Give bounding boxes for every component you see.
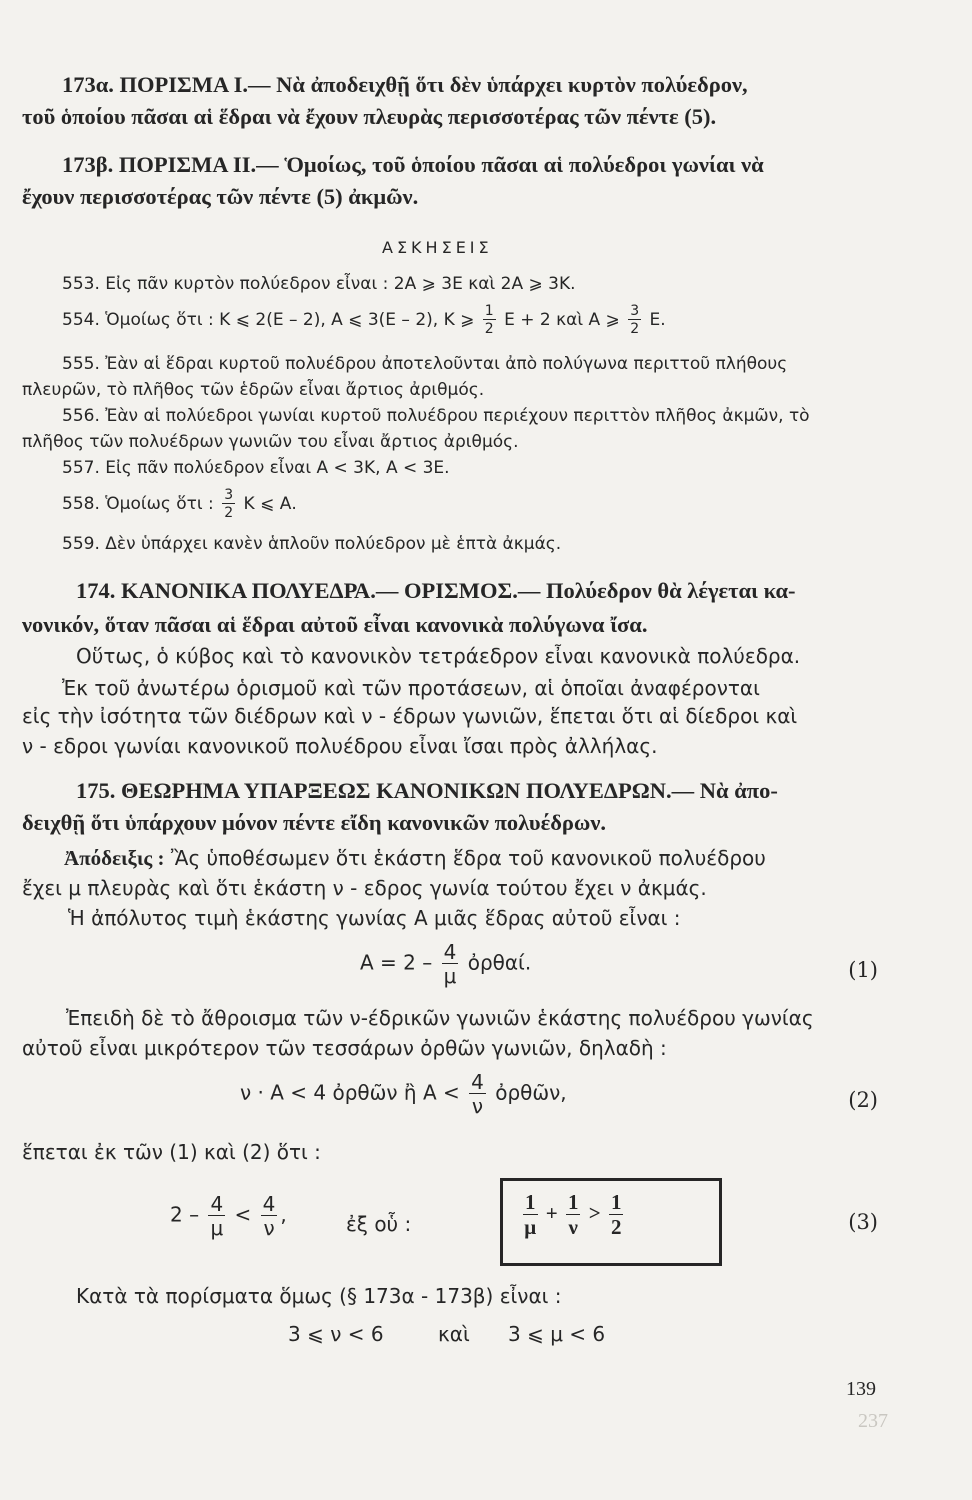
section-174-line6: ν - εδροι γωνίαι κανονικοῦ πολυέδρου εἶναι ἴσαι πρὸς ἀλλήλας. [22, 734, 658, 758]
fraction-1-2: $\frac{1}{2}$ [484, 303, 494, 337]
equation-1-label: (1) [848, 958, 878, 982]
exercise-556-line2: πλῆθος τῶν πολυέδρων γωνιῶν του εἶναι ἄρτιος ἀριθμός. [22, 432, 519, 452]
exercise-556-line1: 556. Ἐὰν αἱ πολύεδροι γωνίαι κυρτοῦ πολυέδρου περιέχουν περιττὸν πλῆθος ἀκμῶν, τὸ [62, 406, 810, 426]
corollary-173b-line1: 173β. ΠΟΡΙΣΜΑ ΙΙ.— Ὁμοίως, τοῦ ὁποίου πᾶσαι αἱ πολύεδροι γωνίαι νὰ [62, 152, 764, 177]
exercise-557: 557. Εἰς πᾶν πολύεδρον εἶναι Α < 3Κ, Α < 3Ε. [62, 458, 450, 478]
equation-3-label: (3) [848, 1210, 878, 1234]
fraction-3-2-b: $\frac{3}{2}$ [224, 487, 234, 521]
section-174-line2: νονικόν, ὅταν πᾶσαι αἱ ἕδραι αὐτοῦ εἶναι κανονικὰ πολύγωνα ἴσα. [22, 612, 648, 637]
fraction-4-mu: $\frac{4}{\mu}$ [443, 940, 457, 988]
section-175-line5: Ἡ ἀπόλυτος τιμὴ ἑκάστης γωνίας Α μιᾶς ἕδρας αὐτοῦ εἶναι : [68, 906, 681, 930]
fraction-3-2: $\frac{3}{2}$ [630, 303, 640, 337]
section-175-line6: Ἐπειδὴ δὲ τὸ ἄθροισμα τῶν ν-έδρικῶν γωνιῶν ἑκάστης πολυέδρου γωνίας [66, 1006, 814, 1030]
boxed-inequality-content: $\frac{1}{\mu}$ + $\frac{1}{\nu}$ > $\frac{1}{2}$ [524, 1190, 622, 1239]
corollary-173a-line2: τοῦ ὁποίου πᾶσαι αἱ ἕδραι νὰ ἔχουν πλευρὰς περισσοτέρας τῶν πέντε (5). [22, 104, 717, 129]
page-number: 139 [846, 1378, 876, 1400]
exercise-555-line1: 555. Ἐὰν αἱ ἕδραι κυρτοῦ πολυέδρου ἀποτελοῦνται ἀπὸ πολύγωνα περιττοῦ πλήθους [62, 354, 788, 374]
equation-2: ν · Α < 4 ὀρθῶν ἢ Α < $\frac{4}{\nu}$ ὀρθῶν, [240, 1070, 567, 1118]
equation-3-from-which: ἐξ οὗ : [346, 1212, 412, 1236]
exercise-554: 554. Ὁμοίως ὅτι : Κ ⩽ 2(Ε – 2), Α ⩽ 3(Ε – 2), Κ ⩾ $\frac{1}{2}$ Ε + 2 καὶ Α ⩾ $\frac{3}{2}$ Ε. [62, 303, 666, 337]
exercise-558: 558. Ὁμοίως ὅτι : $\frac{3}{2}$ Κ ⩽ Α. [62, 487, 297, 521]
exercise-553: 553. Εἰς πᾶν κυρτὸν πολύεδρον εἶναι : 2Α ⩾ 3Ε καὶ 2Α ⩾ 3Κ. [62, 274, 576, 294]
section-175-line3: Ἀπόδειξις : Ἂς ὑποθέσωμεν ὅτι ἑκάστη ἕδρα τοῦ κανονικοῦ πολυέδρου [64, 846, 766, 870]
fraction-1-nu: $\frac{1}{\nu}$ [567, 1190, 579, 1239]
exercises-heading: ΑΣΚΗΣΕΙΣ [382, 238, 493, 257]
exercise-559: 559. Δὲν ὑπάρχει κανὲν ἁπλοῦν πολύεδρον μὲ ἑπτὰ ἀκμάς. [62, 534, 562, 554]
equation-1: Α = 2 – $\frac{4}{\mu}$ ὀρθαί. [360, 940, 532, 988]
corollary-173a-line1: 173α. ΠΟΡΙΣΜΑ Ι.— Νὰ ἀποδειχθῇ ὅτι δὲν ὑπάρχει κυρτὸν πολύεδρον, [62, 72, 748, 97]
and-word: καὶ [438, 1322, 470, 1346]
section-175-line8: ἕπεται ἐκ τῶν (1) καὶ (2) ὅτι : [22, 1140, 321, 1164]
exercise-555-line2: πλευρῶν, τὸ πλῆθος τῶν ἑδρῶν εἶναι ἄρτιος ἀριθμός. [22, 380, 485, 400]
section-175-line9: Κατὰ τὰ πορίσματα ὅμως (§ 173α - 173β) εἶναι : [76, 1284, 562, 1308]
fraction-1-2-b: $\frac{1}{2}$ [610, 1190, 622, 1239]
fraction-4-nu-b: $\frac{4}{\nu}$ [262, 1192, 276, 1240]
fraction-4-mu-b: $\frac{4}{\mu}$ [210, 1192, 224, 1240]
range-nu: 3 ⩽ ν < 6 [288, 1322, 384, 1346]
section-174-line3: Οὕτως, ὁ κύβος καὶ τὸ κανονικὸν τετράεδρον εἶναι κανονικὰ πολύεδρα. [76, 644, 801, 668]
range-mu: 3 ⩽ μ < 6 [508, 1322, 606, 1346]
section-175-line7: αὐτοῦ εἶναι μικρότερον τῶν τεσσάρων ὀρθῶν γωνιῶν, δηλαδὴ : [22, 1036, 667, 1060]
section-175-line4: ἔχει μ πλευρὰς καὶ ὅτι ἑκάστη ν - εδρος γωνία τούτου ἔχει ν ἀκμάς. [22, 876, 707, 900]
proof-label: Ἀπόδειξις : [64, 846, 165, 870]
bleed-through-number: 237 [858, 1410, 888, 1432]
section-175-line1: 175. ΘΕΩΡΗΜΑ ΥΠΑΡΞΕΩΣ ΚΑΝΟΝΙΚΩΝ ΠΟΛΥΕΔΡΩΝ.— Νὰ ἀπο- [76, 778, 778, 803]
section-174-line5: εἰς τὴν ἰσότητα τῶν διέδρων καὶ ν - έδρων γωνιῶν, ἕπεται ὅτι αἱ δίεδροι καὶ [22, 704, 798, 728]
equation-2-label: (2) [848, 1088, 878, 1112]
fraction-1-mu: $\frac{1}{\mu}$ [524, 1190, 537, 1239]
equation-3-left: 2 – $\frac{4}{\mu}$ < $\frac{4}{\nu}$ , [170, 1192, 287, 1240]
fraction-4-nu: $\frac{4}{\nu}$ [471, 1070, 484, 1118]
section-174-line1: 174. ΚΑΝΟΝΙΚΑ ΠΟΛΥΕΔΡΑ.— ΟΡΙΣΜΟΣ.— Πολύεδρον θὰ λέγεται κα- [76, 578, 796, 603]
section-175-line2: δειχθῇ ὅτι ὑπάρχουν μόνον πέντε εἴδη κανονικῶν πολυέδρων. [22, 810, 607, 835]
section-174-line4: Ἐκ τοῦ ἀνωτέρω ὁρισμοῦ καὶ τῶν προτάσεων, αἱ ὁποῖαι ἀναφέρονται [62, 676, 760, 700]
corollary-173b-line2: ἔχουν περισσοτέρας τῶν πέντε (5) ἀκμῶν. [22, 184, 419, 209]
